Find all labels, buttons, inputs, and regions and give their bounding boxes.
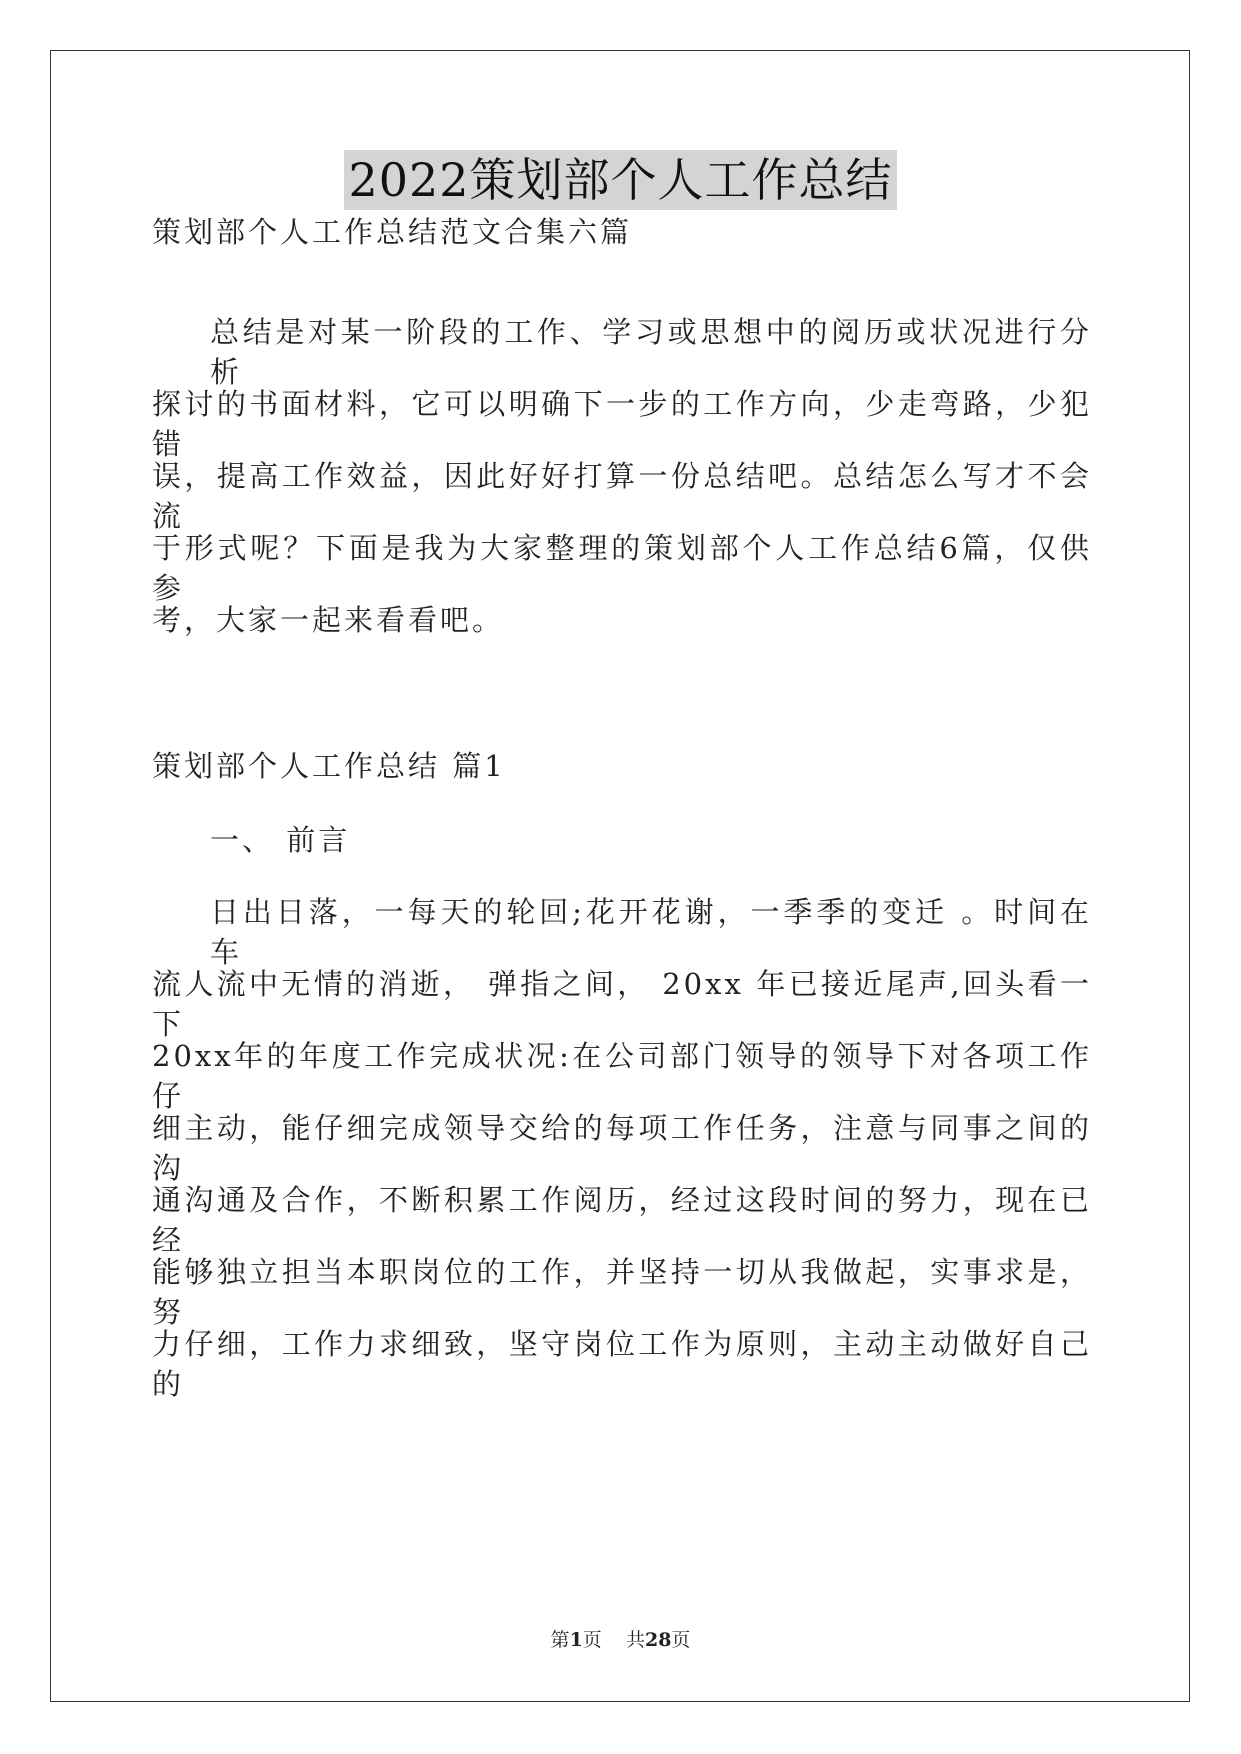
title-container [0, 150, 1241, 210]
document-subtitle: 策划部个人工作总结范文合集六篇 [152, 215, 633, 249]
body-line: 细主动，能仔细完成领导交给的每项工作任务，注意与同事之间的沟 [152, 1111, 1092, 1185]
current-page-number: 1 [569, 1629, 583, 1651]
page-border [50, 50, 1190, 1702]
document-title: 2022策划部个人工作总结 [344, 150, 896, 210]
intro-line: 于形式呢？下面是我为大家整理的策划部个人工作总结6篇，仅供参 [152, 531, 1092, 605]
intro-line: 误，提高工作效益，因此好好打算一份总结吧。总结怎么写才不会流 [152, 459, 1092, 533]
sub-heading: 一、 前言 [210, 823, 351, 857]
body-line: 日出日落，一每天的轮回;花开花谢，一季季的变迁 。时间在车 [210, 895, 1092, 969]
total-page-count: 28 [644, 1629, 672, 1651]
footer-suffix: 页 [671, 1629, 691, 1651]
section-heading: 策划部个人工作总结 篇1 [152, 749, 506, 783]
intro-line: 探讨的书面材料，它可以明确下一步的工作方向，少走弯路，少犯错 [152, 387, 1092, 461]
body-line: 流人流中无情的消逝， 弹指之间， 20xx 年已接近尾声,回头看一下 [152, 967, 1092, 1041]
body-line: 通沟通及合作，不断积累工作阅历，经过这段时间的努力，现在已经 [152, 1183, 1092, 1257]
page-footer [0, 1628, 1241, 1652]
intro-line: 总结是对某一阶段的工作、学习或思想中的阅历或状况进行分析 [210, 315, 1092, 389]
body-line: 力仔细，工作力求细致，坚守岗位工作为原则，主动主动做好自己的 [152, 1327, 1092, 1401]
footer-mid: 页 共 [582, 1629, 645, 1651]
intro-line: 考，大家一起来看看吧。 [152, 603, 505, 637]
body-line: 20xx年的年度工作完成状况:在公司部门领导的领导下对各项工作仔 [152, 1039, 1092, 1113]
body-line: 能够独立担当本职岗位的工作，并坚持一切从我做起，实事求是，努 [152, 1255, 1092, 1329]
footer-prefix: 第 [550, 1629, 570, 1651]
